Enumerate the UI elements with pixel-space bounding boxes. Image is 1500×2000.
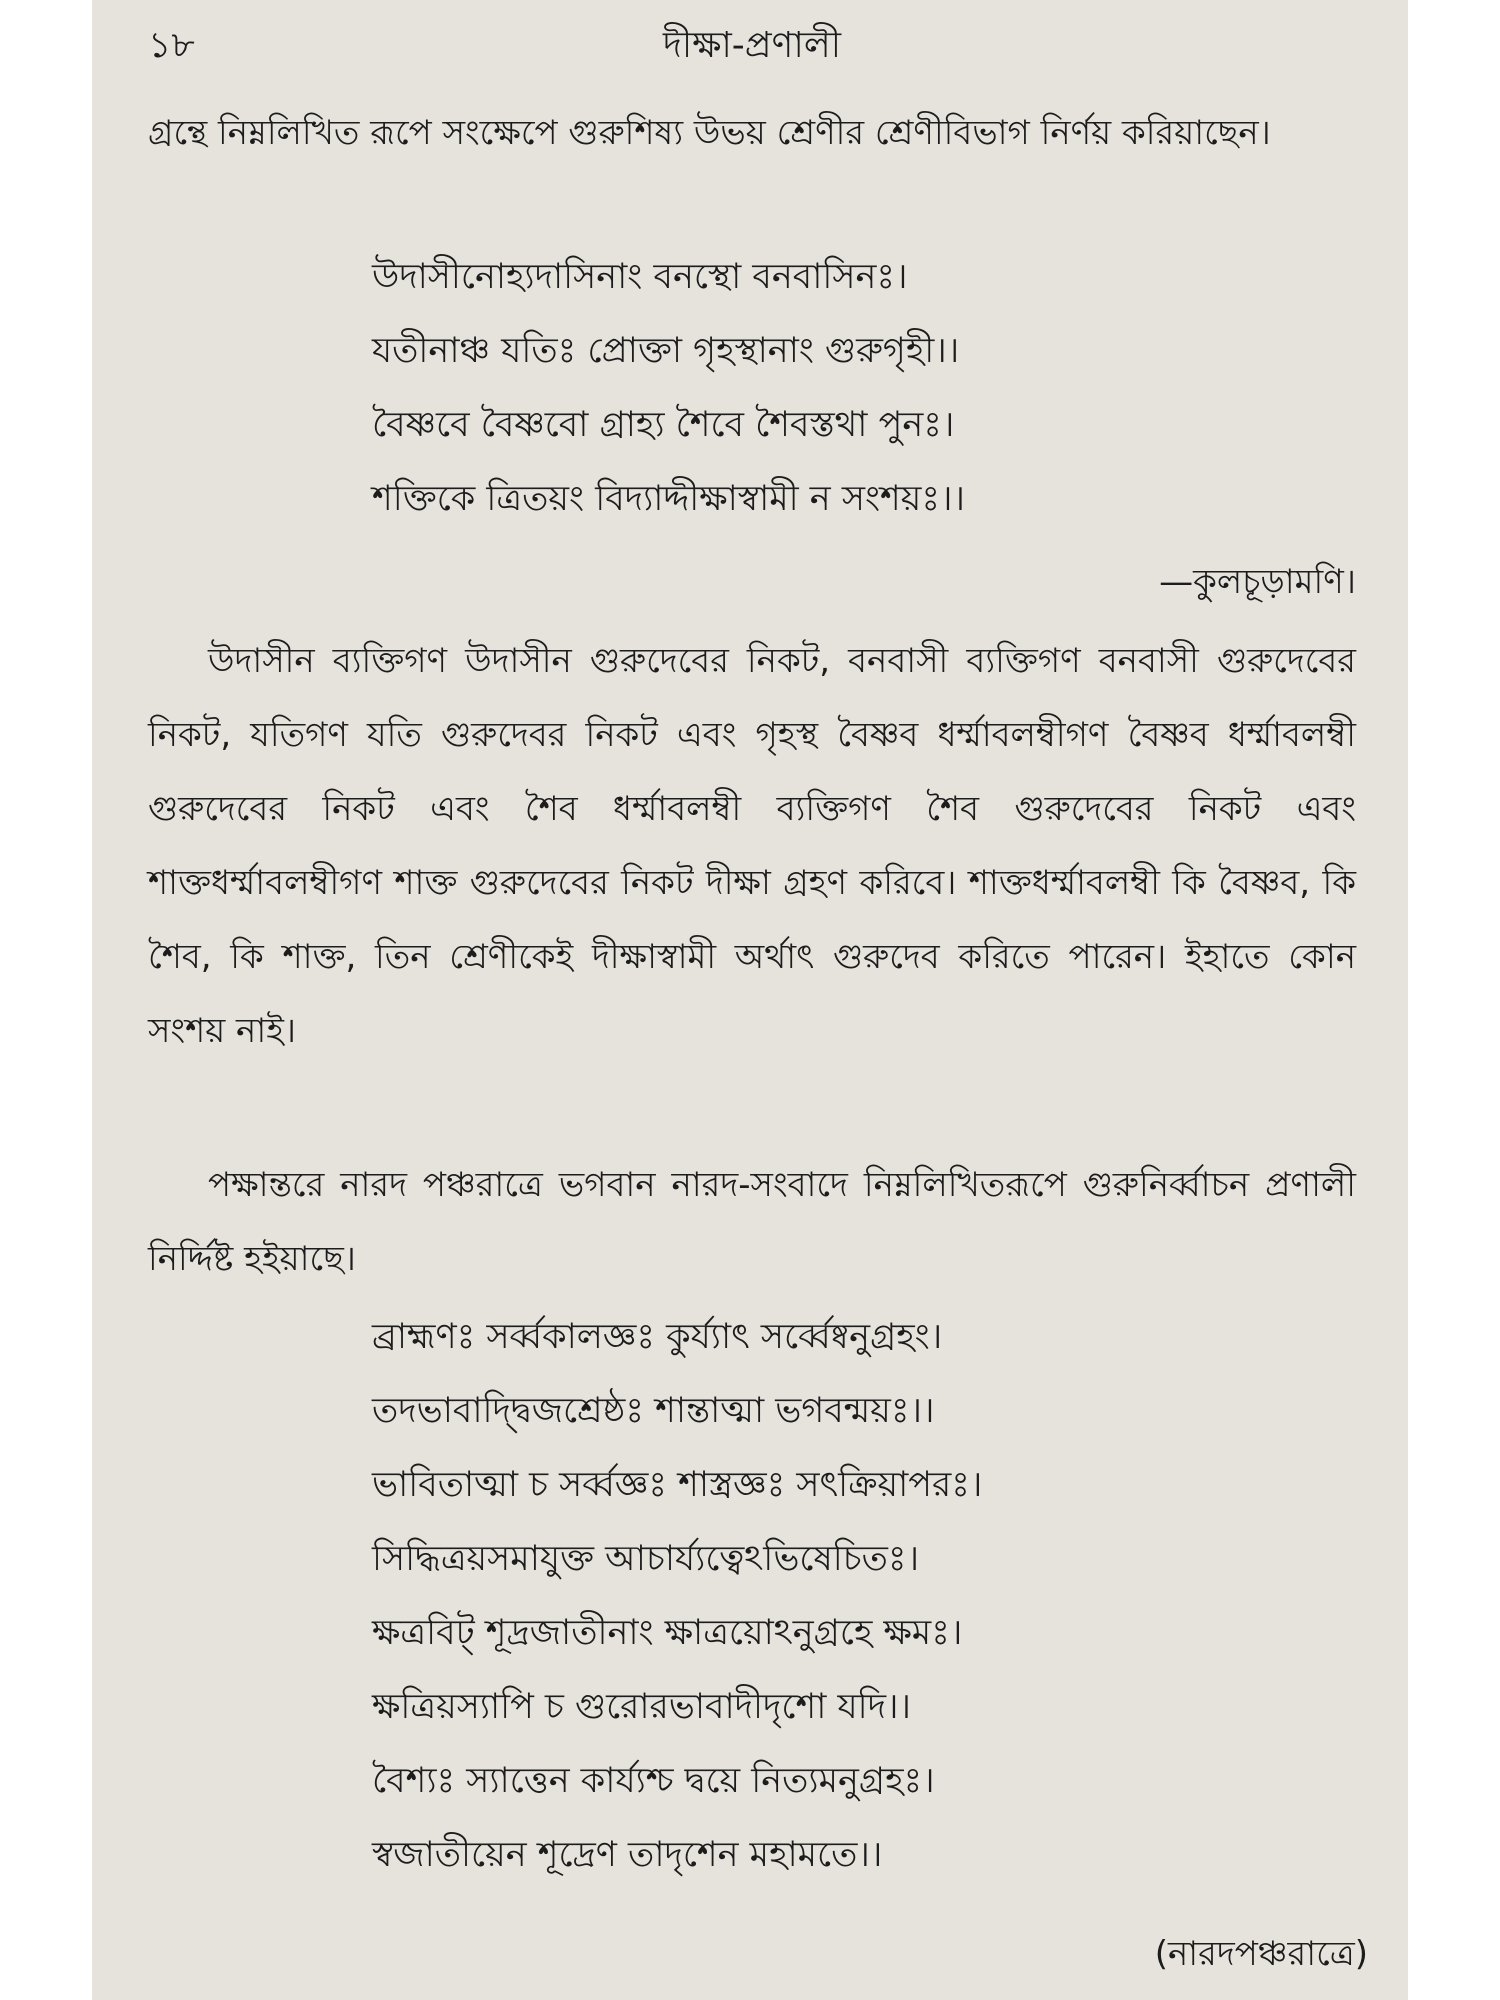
book-page bbox=[92, 0, 1408, 2000]
verse-line: স্বজাতীয়েন শূদ্রেণ তাদৃশেন মহামতে।। bbox=[372, 1835, 883, 1875]
explanation-paragraph-block bbox=[148, 624, 1356, 1068]
narada-intro-paragraph-block bbox=[148, 1148, 1356, 1296]
verse-line: ভাবিতাত্মা চ সর্ব্বজ্ঞঃ শাস্ত্রজ্ঞঃ সৎক্রিয়াপরঃ। bbox=[372, 1465, 983, 1505]
verse-line: শক্তিকে ত্রিতয়ং বিদ্যাদ্দীক্ষাস্বামী ন সংশয়ঃ।। bbox=[372, 479, 966, 519]
verse-source-narada: (নারদপঞ্চরাত্রে) bbox=[1154, 1934, 1368, 1974]
explanation-paragraph: উদাসীন ব্যক্তিগণ উদাসীন গুরুদেবের নিকট, বনবাসী ব্যক্তিগণ বনবাসী গুরুদেবের নিকট, যতিগণ যতি গুরুদেবর নিকট এবং গৃহস্থ বৈষ্ণব ধর্ম্মাবলম্বীগণ বৈষ্ণব ধর্ম্মাবলম্বী গুরুদেবের নিকট এবং শৈব ধর্ম্মাবলম্বী ব্যক্তিগণ শৈব গুরুদেবের নিকট এবং শাক্তধর্ম্মাবলম্বীগণ শাক্ত গুরুদেবের নিকট দীক্ষা গ্রহণ করিবে। শাক্তধর্ম্মাবলম্বী কি বৈষ্ণব, কি শৈব, কি শাক্ত, তিন শ্রেণীকেই দীক্ষাস্বামী অর্থাৎ গুরুদেব করিতে পারেন। ইহাতে কোন সংশয় নাই। bbox=[148, 641, 1356, 1051]
running-title: দীক্ষা-প্রণালী bbox=[662, 25, 841, 66]
verse-line: ক্ষত্রবিট্ শূদ্রজাতীনাং ক্ষাত্রয়োঽনুগ্রহে ক্ষমঃ। bbox=[372, 1613, 963, 1653]
page-header bbox=[148, 12, 1356, 72]
narada-intro-paragraph: পক্ষান্তরে নারদ পঞ্চরাত্রে ভগবান নারদ-সংবাদে নিম্নলিখিতরূপে গুরুনির্ব্বাচন প্রণালী নির্দ্দিষ্ট হইয়াছে। bbox=[148, 1165, 1356, 1279]
verse-line: সিদ্ধিত্রয়সমাযুক্ত আচার্য্যত্বেঽভিষেচিতঃ। bbox=[372, 1539, 920, 1579]
verse-block-narada bbox=[372, 1300, 1332, 1892]
intro-paragraph-block bbox=[148, 96, 1356, 170]
verse-line: ক্ষত্রিয়স্যাপি চ গুরোরভাবাদীদৃশো যদি।। bbox=[372, 1687, 912, 1727]
page-number: ১৮ bbox=[148, 25, 195, 66]
verse-line: যতীনাঞ্চ যতিঃ প্রোক্তা গৃহস্থানাং গুরুগৃহী।। bbox=[372, 331, 960, 371]
intro-paragraph: গ্রন্থে নিম্নলিখিত রূপে সংক্ষেপে গুরুশিষ্য উভয় শ্রেণীর শ্রেণীবিভাগ নির্ণয় করিয়াছেন। bbox=[148, 113, 1271, 153]
verse-line: বৈষ্ণবে বৈষ্ণবো গ্রাহ্য শৈবে শৈবস্তথা পুনঃ। bbox=[372, 405, 955, 445]
verse-line: উদাসীনোহ্যদাসিনাং বনস্থো বনবাসিনঃ। bbox=[372, 257, 908, 297]
verse-line: বৈশ্যঃ স্যাত্তেন কার্য্যশ্চ দ্বয়ে নিত্যমনুগ্রহঃ। bbox=[372, 1761, 935, 1801]
verse-block-kulachudamani bbox=[372, 240, 1332, 536]
verse-line: তদভাবাদ্দ্বিজশ্রেষ্ঠঃ শান্তাত্মা ভগবন্ময়ঃ।। bbox=[372, 1391, 935, 1431]
verse-line: ব্রাহ্মণঃ সর্ব্বকালজ্ঞঃ কুর্য্যাৎ সর্ব্বেষ্বনুগ্রহং। bbox=[372, 1317, 943, 1357]
verse-source-kulachudamani: —কুলচূড়ামণি। bbox=[1159, 562, 1356, 602]
